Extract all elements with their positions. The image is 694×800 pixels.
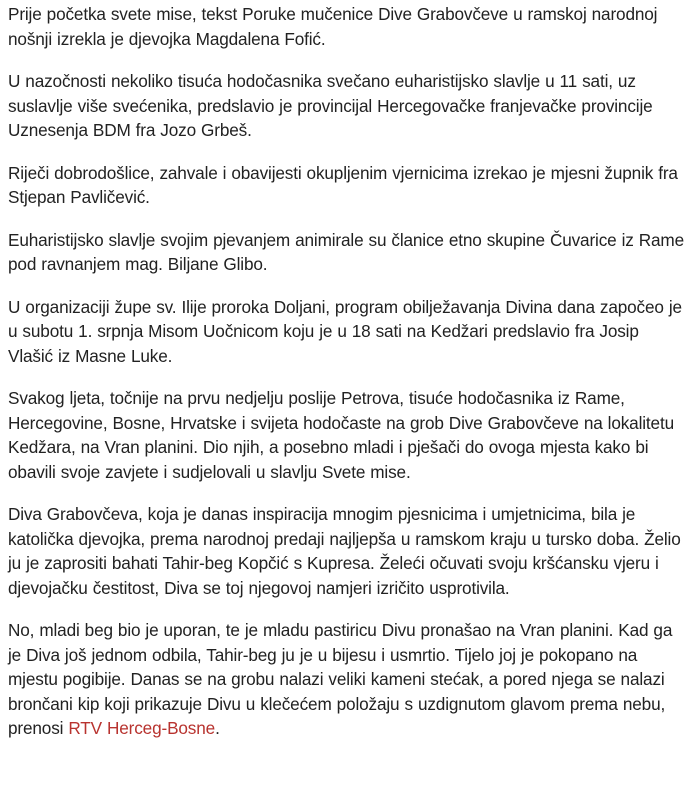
paragraph-preshow: Prije početka svete mise, tekst Poruke mučenice Dive Grabovčeve u ramskoj narodnoj nošnji izrekla je djevojka Magdalena Fofić. bbox=[8, 4, 658, 49]
paragraph-welcome: Riječi dobrodošlice, zahvale i obavijesti okupljenim vjernicima izrekao je mjesni župnik fra Stjepan Pavličević. bbox=[8, 162, 678, 207]
paragraph-legend-end: . bbox=[215, 718, 220, 738]
paragraph-history: Diva Grabovčeva, koja je danas inspiracija mnogim pjesnicima i umjetnicima, bila je katolička djevojka, prema narodnoj predaji najljepša u ramskom kraju u tursko doba. Želio ju je zaprositi bahati Tahir-beg Kopčić s Kupresa. Želeći očuvati svoju kršćansku vjeru i djevojačku čestitost, Diva se toj njegovoj namjeri izričito usprotivila. bbox=[8, 504, 681, 598]
paragraph-legend bbox=[8, 618, 684, 741]
paragraph-pilgrimage: Svakog ljeta, točnije na prvu nedjelju poslije Petrova, tisuće hodočasnika iz Rame, Hercegovine, Bosne, Hrvatske i svijeta hodočaste na grob Dive Grabovčeve na lokalitetu Kedžara, na Vran planini. Dio njih, a posebno mladi i pješači do ovoga mjesta kako bi obavili svoje zavjete i sudjelovali u slavlju Svete mise. bbox=[8, 388, 674, 482]
paragraph-organization: U organizaciji župe sv. Ilije proroka Doljani, program obilježavanja Divina dana započeo je u subotu 1. srpnja Misom Uočnicom koju je u 18 sati na Kedžari predslavio fra Josip Vlašić iz Masne Luke. bbox=[8, 296, 682, 366]
paragraph-legend-text: No, mladi beg bio je uporan, te je mladu pastiricu Divu pronašao na Vran planini. Kad ga je Diva još jednom odbila, Tahir-beg ju je u bijesu i usmrtio. Tijelo joj je pokopano na mjestu pogibije. Danas se na grobu nalazi veliki kameni stećak, a pored njega se nalazi brončani kip koji prikazuje Divu u klečećem položaju s uzdignutom glavom prema nebu, prenosi bbox=[8, 620, 673, 738]
paragraph-singing: Euharistijsko slavlje svojim pjevanjem animirale su članice etno skupine Čuvarice iz Rame pod ravnanjem mag. Biljane Glibo. bbox=[8, 229, 684, 274]
paragraph-celebration: U nazočnosti nekoliko tisuća hodočasnika svečano euharistijsko slavlje u 11 sati, uz suslavlje više svećenika, predslavio je provincijal Hercegovačke franjevačke provincije Uznesenja BDM fra Jozo Grbeš. bbox=[8, 71, 653, 140]
source-link[interactable]: RTV Herceg-Bosne bbox=[68, 718, 216, 738]
